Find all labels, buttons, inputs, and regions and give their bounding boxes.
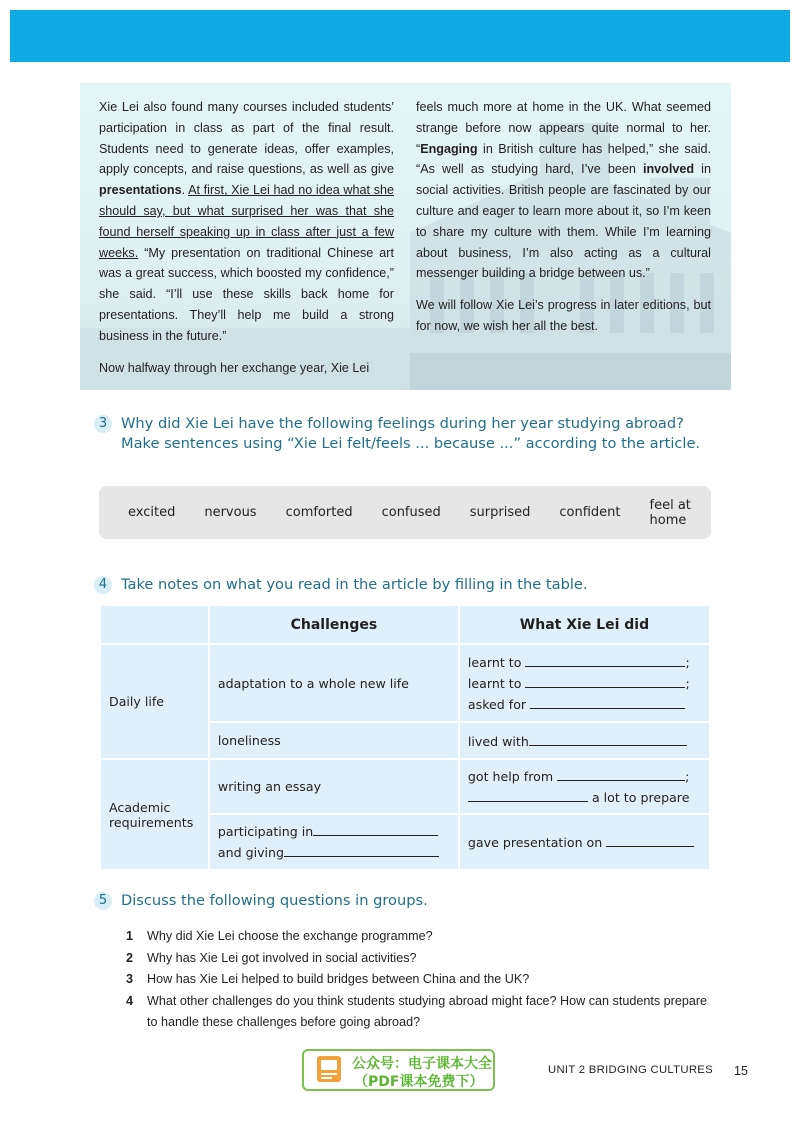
article-column-right — [416, 97, 711, 348]
question-number: 5 — [94, 892, 112, 910]
list-item: 4 What other challenges do you think students studying abroad might face? How can students prepare to handle these challenges before going abroad? — [126, 993, 708, 1029]
paragraph: feels much more at home in the UK. What seemed strange before now appears quite normal to her. “Engaging in British culture has helped,” she said. “As well as studying hard, I’ve been involved in social activities. British people are fascinated by our culture and eager to learn more about it, so I’m keen to share my culture with them. While I’m learning about business, I’m also acting as a cultural messenger building a bridge between us.” — [416, 100, 711, 281]
question-number: 3 — [94, 415, 112, 433]
row-label-daily-life: Daily life — [100, 644, 209, 759]
action-cell: learnt to ; learnt to ; asked for — [459, 644, 710, 722]
blank-line[interactable] — [313, 823, 438, 836]
word-excited: excited — [128, 505, 176, 520]
keyword-presentations: presentations — [99, 183, 182, 198]
unit-title: UNIT 2 BRIDGING CULTURES — [548, 1064, 713, 1076]
underlined-sentence: At first, Xie Lei had no idea what she should say, but what surprised her was that she found herself speaking up in class after just a few weeks. — [99, 183, 395, 260]
blank-line[interactable] — [525, 654, 685, 667]
keyword-involved: involved — [642, 162, 695, 177]
watermark-badge — [302, 1049, 495, 1091]
header-empty — [100, 605, 209, 644]
watermark-line-1: 公众号：电子课本大全 — [352, 1056, 492, 1072]
blank-line[interactable] — [529, 733, 687, 746]
question-text: Discuss the following questions in groups. — [121, 892, 428, 909]
discussion-questions — [126, 926, 716, 1034]
notes-table — [99, 604, 711, 871]
blank-line[interactable] — [530, 696, 685, 709]
table-row — [100, 644, 710, 722]
challenge-cell: adaptation to a whole new life — [209, 644, 459, 722]
question-number: 4 — [94, 576, 112, 594]
table-header-row — [100, 605, 710, 644]
blank-line[interactable] — [525, 675, 685, 688]
word-confident: confident — [559, 505, 621, 520]
question-4-heading — [94, 575, 588, 595]
header-what-xie-lei-did: What Xie Lei did — [459, 605, 710, 644]
header-challenges: Challenges — [209, 605, 459, 644]
top-banner — [10, 10, 790, 62]
list-item: 2 Why has Xie Lei got involved in social activities? — [126, 950, 417, 965]
blank-line[interactable] — [606, 834, 694, 847]
challenge-cell: loneliness — [209, 722, 459, 759]
word-surprised: surprised — [469, 505, 531, 520]
article-excerpt — [80, 83, 731, 390]
table-row — [100, 759, 710, 814]
word-comforted: comforted — [285, 505, 353, 520]
blank-line[interactable] — [557, 768, 685, 781]
list-item: 1 Why did Xie Lei choose the exchange programme? — [126, 929, 433, 943]
question-text: Why did Xie Lei have the following feelings during her year studying abroad? Make sentences using “Xie Lei felt/feels ... because ...” according to the article. — [121, 415, 701, 452]
article-column-left — [99, 97, 394, 389]
challenge-cell: writing an essay — [209, 759, 459, 814]
list-item: 3 How has Xie Lei helped to build bridges between China and the UK? — [126, 972, 530, 986]
action-cell: got help from ; a lot to prepare — [459, 759, 710, 814]
word-feel-at-home: feel at home — [649, 497, 691, 528]
question-text: Take notes on what you read in the article by filling in the table. — [121, 576, 588, 593]
row-label-academic: Academic requirements — [100, 759, 209, 870]
blank-line[interactable] — [468, 789, 588, 802]
blank-line[interactable] — [284, 844, 439, 857]
word-confused: confused — [381, 505, 441, 520]
word-bank — [99, 486, 711, 539]
book-logo-icon — [314, 1054, 344, 1086]
question-3-heading — [94, 414, 734, 453]
paragraph: Now halfway through her exchange year, Xie Lei — [99, 360, 370, 375]
action-cell: lived with — [459, 722, 710, 759]
watermark-line-2: （PDF课本免费下） — [354, 1074, 484, 1090]
action-cell: gave presentation on — [459, 814, 710, 870]
keyword-engaging: Engaging — [420, 141, 478, 156]
challenge-cell: participating in and giving — [209, 814, 459, 870]
question-5-heading — [94, 891, 428, 911]
page-number: 15 — [734, 1064, 748, 1078]
paragraph: Xie Lei also found many courses included students’ participation in class as part of the final result. Students need to generate ideas, offer examples, apply concepts, and raise questions, as well as give presentations. At first, Xie Lei had no idea what she should say, but what surprised her was that she found herself speaking up in class after just a few weeks. “My presentation on traditional Chinese art was a great success, which boosted my confidence,” she said. “I’ll use these skills back home for presentations. They’ll help me build a strong business in the future.” — [99, 100, 395, 343]
paragraph: We will follow Xie Lei’s progress in later editions, but for now, we wish her all the best. — [416, 298, 711, 333]
word-nervous: nervous — [204, 505, 257, 520]
